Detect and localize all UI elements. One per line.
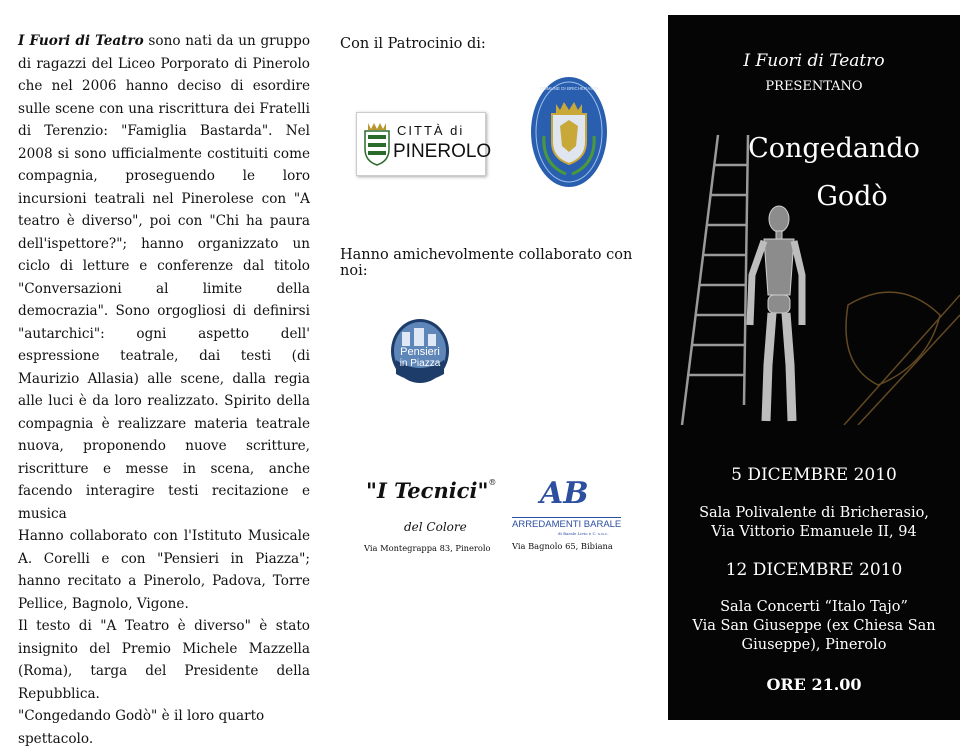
venue-2-line1: Sala Concerti “Italo Tajo”: [720, 599, 908, 615]
bricherasio-seal-icon: [530, 76, 608, 188]
i-tecnici-del-colore-logo: [364, 478, 497, 558]
venue-1-line1: Sala Polivalente di Bricherasio,: [699, 505, 929, 521]
presentano-label: PRESENTANO: [765, 79, 863, 94]
pinerolo-logo: [356, 112, 492, 176]
company-description: [18, 30, 310, 750]
pinerolo-crest-icon: [362, 121, 392, 167]
arredamenti-small: di Barale Livio e C. s.n.c.: [558, 531, 609, 536]
show-time: ORE 21.00: [766, 675, 862, 694]
paragraph-text: sono nati da un gruppo di ragazzi del Liceo Porporato di Pinerolo che nel 2006 hanno deciso di esordire sulle scene con una riscrittura dei Fratelli di Terenzio: "Famiglia Bastarda". Nel 2008 si sono ufficialmente costituiti come compagnia, proseguendo le loro incursioni teatrali nel Pinerolese con "A teatro è diverso", poi con "Chi ha paura dell'ispettore?"; hanno organizzato un ciclo di letture e conferenze dal titolo "Conversazioni al limite della democrazia". Sono orgogliosi di definirsi "autarchici": ogni aspetto dell' espressione teatrale, dai testi (di Maurizio Allasia) alle scene, dalla regia alle luci è da loro realizzato. Spirito della compagnia è realizzare materia teatrale nuova, proponendo nuove scritture, riscritture e messe in scena, anche facendo interagire testi recitazione e musica: [18, 33, 311, 522]
venue-2-line2: Via San Giuseppe (ex Chiesa San: [692, 618, 936, 634]
event-panel: [668, 15, 960, 720]
pensieri-line2: in Piazza: [399, 358, 441, 369]
date-2: 12 DICEMBRE 2010: [725, 560, 903, 580]
arredamenti-barale-logo: [512, 476, 627, 556]
pensieri-in-piazza-logo: [390, 318, 450, 384]
company-script-title: I Fuori di Teatro: [743, 51, 885, 71]
arredamenti-address: Via Bagnolo 65, Bibiana: [512, 541, 613, 551]
date-1: 5 DICEMBRE 2010: [731, 465, 897, 485]
show-title-line2: Godò: [816, 181, 888, 212]
tecnici-sub: del Colore: [404, 520, 467, 534]
pinerolo-logo-bottom: PINEROLO: [393, 141, 492, 162]
pensieri-line1: Pensieri: [400, 346, 440, 358]
tecnici-name: "I Tecnici": [366, 478, 489, 503]
description-paragraph-2: Hanno collaborato con l'Istituto Musicale A. Corelli e con "Pensieri in Piazza"; hanno recitato a Pinerolo, Padova, Torre Pellice, Bagnolo, Vigone.: [18, 528, 310, 612]
collaborators-heading: Hanno amichevolmente collaborato con noi:: [340, 247, 633, 279]
mannequin-artwork: [668, 125, 960, 425]
sponsors-column: [328, 0, 658, 720]
arredamenti-mark: AB: [540, 476, 589, 511]
description-paragraph-4: "Congedando Godò" è il loro quarto spettacolo.: [18, 708, 265, 747]
tecnici-registered: ®: [488, 478, 497, 487]
arredamenti-name: ARREDAMENTI BARALE: [512, 519, 622, 530]
bricherasio-seal: [530, 76, 608, 188]
patrocinio-heading: Con il Patrocinio di:: [340, 36, 486, 52]
bricherasio-seal-text: COMUNE DI BRICHERASIO: [539, 86, 598, 91]
company-name-bold: I Fuori di Teatro: [18, 33, 144, 49]
tecnici-address: Via Montegrappa 83, Pinerolo: [364, 543, 491, 553]
venue-1-line2: Via Vittorio Emanuele II, 94: [711, 524, 917, 540]
venue-2-line3: Giuseppe), Pinerolo: [741, 637, 887, 653]
pinerolo-logo-top: CITTÀ di: [397, 123, 465, 138]
show-title-line1: Congedando: [748, 133, 920, 164]
description-paragraph-1: [18, 30, 310, 525]
description-paragraph-3: Il testo di "A Teatro è diverso" è stato insignito del Premio Michele Mazzella (Roma), targa del Presidente della Repubblica.: [18, 618, 310, 702]
